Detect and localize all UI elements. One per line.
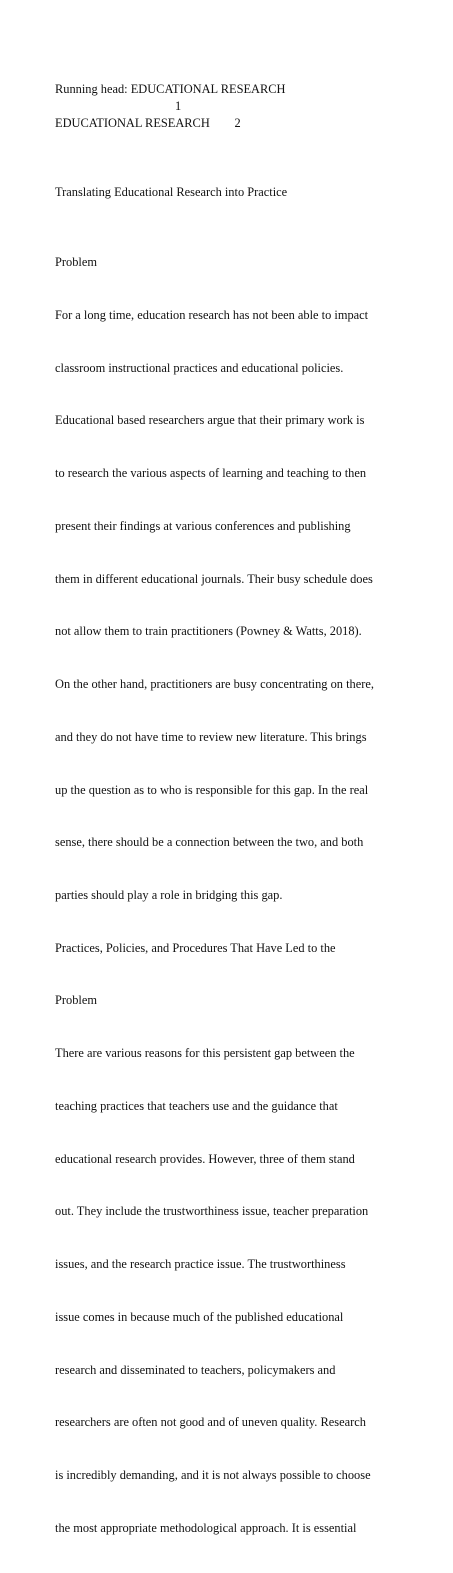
section-heading-practices-cont: Problem	[55, 993, 97, 1008]
section-heading-practices: Practices, Policies, and Procedures That Have Led to the	[55, 940, 336, 955]
document-title: Translating Educational Research into Practice	[55, 185, 288, 199]
body-line: to research the various aspects of learning and teaching to then	[55, 466, 367, 481]
body-line: parties should play a role in bridging this gap.	[55, 888, 283, 902]
running-head: Running head: EDUCATIONAL RESEARCH	[55, 82, 286, 96]
body-line: present their findings at various conferences and publishing	[55, 518, 351, 533]
body-line: There are various reasons for this persistent gap between the	[55, 1046, 355, 1061]
body-text	[55, 219, 374, 1573]
section-heading-problem: Problem	[55, 255, 97, 270]
body-line: is incredibly demanding, and it is not always possible to choose	[55, 1468, 371, 1483]
second-header: EDUCATIONAL RESEARCH 2	[55, 116, 241, 130]
body-line: up the question as to who is responsible for this gap. In the real	[55, 782, 369, 797]
body-line: and they do not have time to review new literature. This brings	[55, 729, 367, 744]
body-line: educational research provides. However, three of them stand	[55, 1151, 355, 1166]
body-line: Educational based researchers argue that their primary work is	[55, 413, 365, 428]
body-line: the most appropriate methodological approach. It is essential	[55, 1520, 357, 1535]
body-line: classroom instructional practices and educational policies.	[55, 360, 344, 375]
body-line: out. They include the trustworthiness issue, teacher preparation	[55, 1204, 369, 1219]
body-line: On the other hand, practitioners are busy concentrating on there,	[55, 677, 374, 692]
body-line: them in different educational journals. Their busy schedule does	[55, 571, 373, 586]
body-line: issues, and the research practice issue. The trustworthiness	[55, 1257, 346, 1272]
body-line: For a long time, education research has not been able to impact	[55, 307, 369, 322]
body-line: not allow them to train practitioners (Powney & Watts, 2018).	[55, 624, 362, 639]
body-line: issue comes in because much of the published educational	[55, 1309, 344, 1324]
body-line: sense, there should be a connection between the two, and both	[55, 835, 364, 850]
body-line: researchers are often not good and of uneven quality. Research	[55, 1415, 366, 1430]
body-line: research and disseminated to teachers, policymakers and	[55, 1362, 336, 1377]
body-line: teaching practices that teachers use and the guidance that	[55, 1098, 338, 1113]
page-number: 1	[175, 99, 182, 113]
